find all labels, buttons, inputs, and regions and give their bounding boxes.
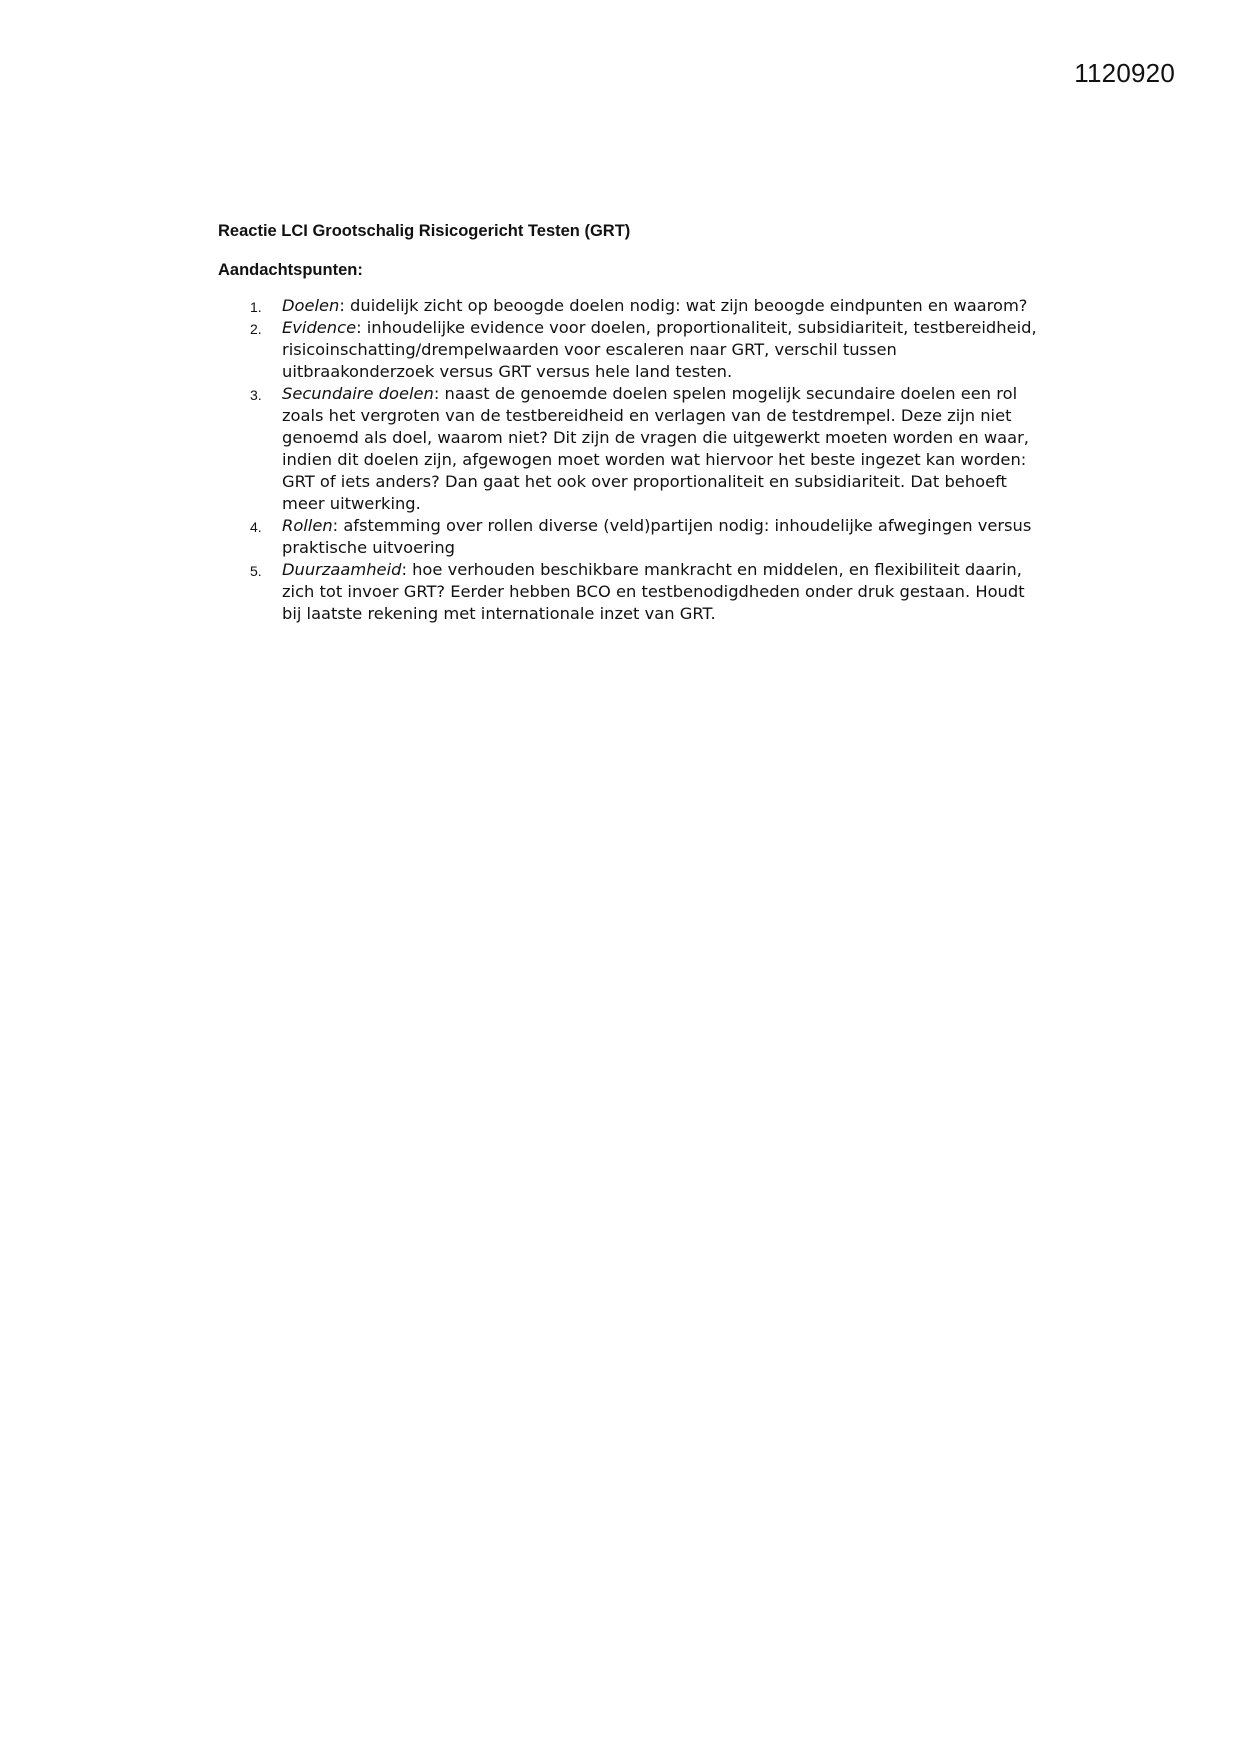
- list-item-number: 5.: [250, 563, 262, 579]
- list-item-term: Duurzaamheid: [282, 560, 402, 579]
- list-item-term: Evidence: [282, 318, 357, 337]
- list-item: [218, 383, 1038, 515]
- list-item-number: 4.: [250, 519, 262, 535]
- list-item: [218, 317, 1038, 383]
- document-number: 1120920: [1074, 58, 1175, 88]
- list-item-text: : inhoudelijke evidence voor doelen, proportionaliteit, subsidiariteit, testbereidheid, risicoinschatting/drempelwaarden voor escaleren naar GRT, verschil tussen uitbraakonderzoek versus GRT versus hele land testen.: [282, 318, 1037, 381]
- list-item-term: Rollen: [282, 516, 333, 535]
- document-title: Reactie LCI Grootschalig Risicogericht Testen (GRT): [218, 222, 631, 240]
- list-item-text: : naast de genoemde doelen spelen mogelijk secundaire doelen een rol zoals het vergroten van de testbereidheid en verlagen van de testdrempel. Deze zijn niet genoemd als doel, waarom niet? Dit zijn de vragen die uitgewerkt moeten worden en waar, indien dit doelen zijn, afgewogen moet worden wat hiervoor het beste ingezet kan worden: GRT of iets anders? Dan gaat het ook over proportionaliteit en subsidiariteit. Dat behoeft meer uitwerking.: [282, 384, 1029, 513]
- list-item: [218, 515, 1038, 559]
- document-body: [218, 220, 1038, 625]
- list-item-text: : duidelijk zicht op beoogde doelen nodig: wat zijn beoogde eindpunten en waarom?: [339, 296, 1028, 315]
- list-item-number: 1.: [250, 299, 262, 315]
- list-item-text: : hoe verhouden beschikbare mankracht en middelen, en flexibiliteit daarin, zich tot invoer GRT? Eerder hebben BCO en testbenodigdheden onder druk gestaan. Houdt bij laatste rekening met internationale inzet van GRT.: [282, 560, 1025, 623]
- list-item: [218, 559, 1038, 625]
- list-item-term: Secundaire doelen: [282, 384, 434, 403]
- list-item-text: : afstemming over rollen diverse (veld)partijen nodig: inhoudelijke afwegingen versus praktische uitvoering: [282, 516, 1032, 557]
- section-heading: Aandachtspunten:: [218, 261, 363, 279]
- attention-points-list: [218, 295, 1038, 625]
- list-item-number: 3.: [250, 387, 262, 403]
- list-item: [218, 295, 1038, 317]
- list-item-term: Doelen: [282, 296, 340, 315]
- list-item-number: 2.: [250, 321, 262, 337]
